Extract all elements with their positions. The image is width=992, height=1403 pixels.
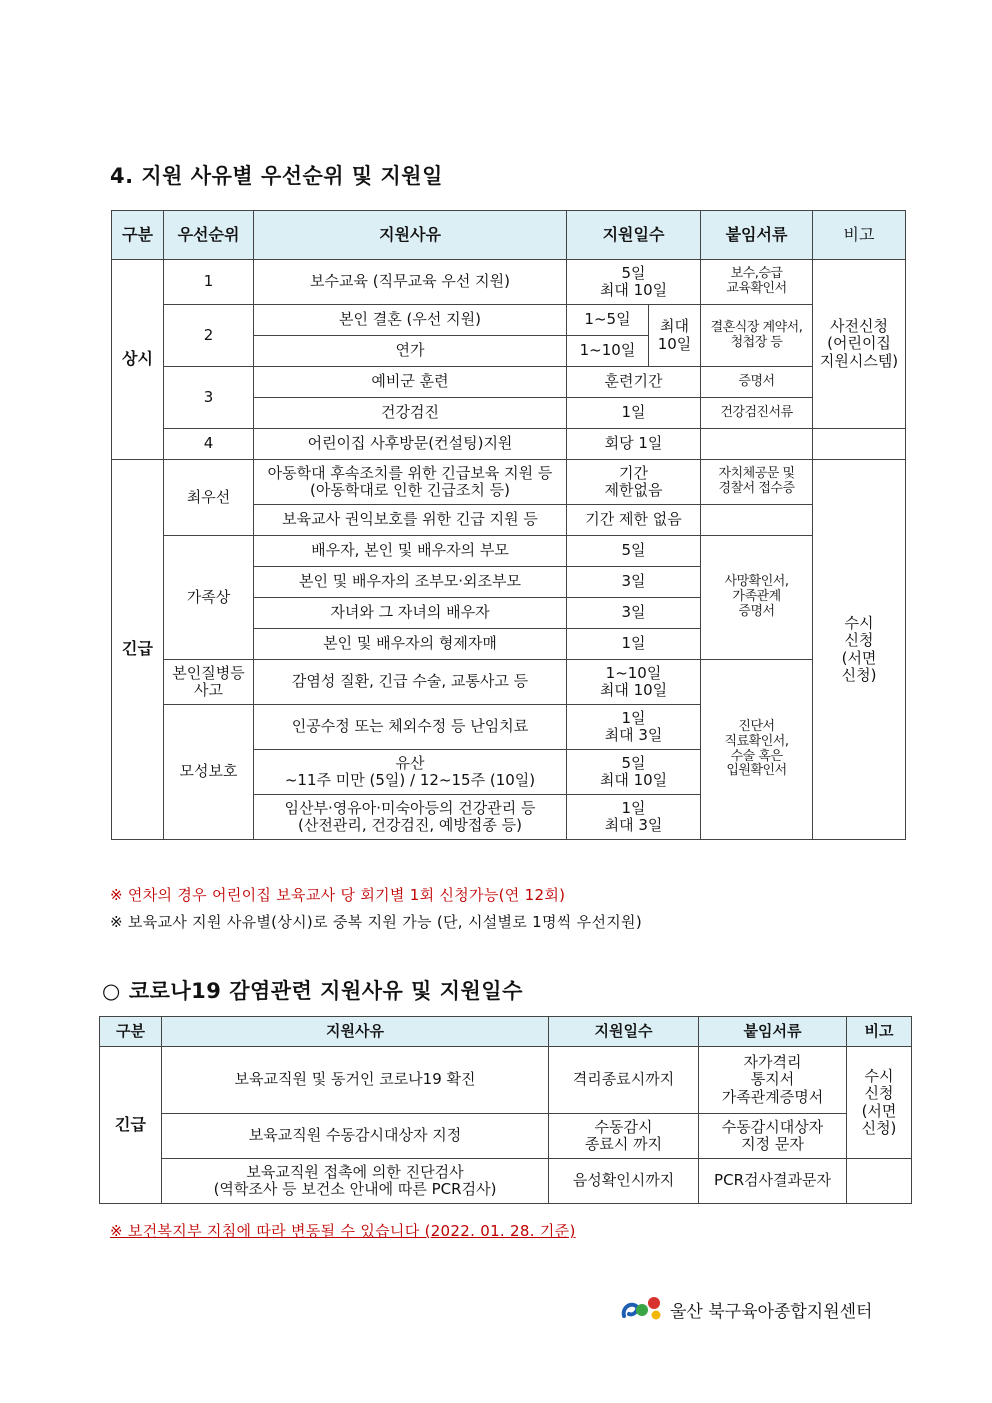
category-urgent: 긴급 [112,460,164,840]
docs-marriage: 결혼식장 계약서, 청첩장 등 [701,305,813,367]
covid-header-note: 비고 [847,1017,912,1047]
days-illness: 1~10일 최대 10일 [567,660,701,705]
covid-category-urgent: 긴급 [100,1047,162,1204]
reason-infertility: 인공수정 또는 체외수정 등 난임치료 [254,705,567,750]
priority-table [111,210,906,840]
covid-note: 수시 신청 (서면 신청) [847,1047,912,1159]
covid-header-category: 구분 [100,1017,162,1047]
reason-consulting: 어린이집 사후방문(컨설팅)지원 [254,429,567,460]
priority-family: 가족상 [164,536,254,660]
note-sangsi: 사전신청 (어린이집 지원시스템) [813,260,906,429]
reason-teacher-rights: 보육교사 권익보호를 위한 긴급 지원 등 [254,505,567,536]
reason-family-2: 자녀와 그 자녀의 배우자 [254,598,567,629]
days-family-1: 3일 [567,567,701,598]
reason-training: 보수교육 (직무교육 우선 지원) [254,260,567,305]
reason-illness: 감염성 질환, 긴급 수술, 교통사고 등 [254,660,567,705]
priority-2: 2 [164,305,254,367]
days-family-3: 1일 [567,629,701,660]
docs-reserve-training: 증명서 [701,367,813,398]
days-consulting: 회당 1일 [567,429,701,460]
covid-reason-monitoring: 보육교직원 수동감시대상자 지정 [162,1114,549,1159]
priority-top: 최우선 [164,460,254,536]
covid-title: ○ 코로나19 감염관련 지원사유 및 지원일수 [102,979,523,1003]
circle-bullet: ○ [102,979,121,1003]
covid-note-pcr-empty [847,1159,912,1204]
reason-health-check: 건강검진 [254,398,567,429]
reason-family-1: 본인 및 배우자의 조부모·외조부모 [254,567,567,598]
note-annual-leave: ※ 연차의 경우 어린이집 보육교사 당 회기별 1회 신청가능(연 12회) [110,886,566,904]
header-days: 지원일수 [567,211,701,260]
days-health-care: 1일 최대 3일 [567,795,701,840]
section-title: 4. 지원 사유별 우선순위 및 지원일 [110,164,443,188]
reason-reserve-training: 예비군 훈련 [254,367,567,398]
footer-logo [620,1294,872,1324]
covid-days-confirmed: 격리종료시까지 [549,1047,699,1114]
days-max-10: 최대 10일 [649,305,701,367]
reason-family-3: 본인 및 배우자의 형제자매 [254,629,567,660]
header-reason: 지원사유 [254,211,567,260]
docs-training: 보수,승급 교육확인서 [701,260,813,305]
docs-health-check: 건강검진서류 [701,398,813,429]
covid-docs-monitoring: 수동감시대상자 지정 문자 [699,1114,847,1159]
note-urgent: 수시 신청 (서면 신청) [813,460,906,840]
header-priority: 우선순위 [164,211,254,260]
priority-maternity: 모성보호 [164,705,254,840]
days-child-abuse: 기간 제한없음 [567,460,701,505]
days-annual-leave: 1~10일 [567,336,649,367]
docs-teacher-rights-empty [701,505,813,536]
covid-days-monitoring: 수동감시 종료시 까지 [549,1114,699,1159]
covid-header-days: 지원일수 [549,1017,699,1047]
reason-health-care: 임산부·영유아·미숙아등의 건강관리 등 (산전관리, 건강검진, 예방접종 등) [254,795,567,840]
covid-docs-pcr: PCR검사결과문자 [699,1159,847,1204]
priority-illness: 본인질병등 사고 [164,660,254,705]
header-row [112,211,906,260]
center-logo-icon [620,1294,664,1324]
days-health-check: 1일 [567,398,701,429]
docs-family: 사망확인서, 가족관계 증명서 [701,536,813,660]
days-reserve-training: 훈련기간 [567,367,701,398]
category-sangsi: 상시 [112,260,164,460]
days-marriage: 1~5일 [567,305,649,336]
reason-child-abuse: 아동학대 후속조치를 위한 긴급보육 지원 등 (아동학대로 인한 긴급조치 등) [254,460,567,505]
priority-4: 4 [164,429,254,460]
days-family-2: 3일 [567,598,701,629]
docs-child-abuse: 자치체공문 및 경찰서 접수증 [701,460,813,505]
footer-org-name: 울산 북구육아종합지원센터 [670,1301,873,1322]
days-infertility: 1일 최대 3일 [567,705,701,750]
covid-header-reason: 지원사유 [162,1017,549,1047]
covid-reason-pcr: 보육교직원 접촉에 의한 진단검사 (역학조사 등 보건소 안내에 따른 PCR검사) [162,1159,549,1204]
reason-family-0: 배우자, 본인 및 배우자의 부모 [254,536,567,567]
header-category: 구분 [112,211,164,260]
covid-table [99,1016,912,1204]
covid-header-docs: 붙임서류 [699,1017,847,1047]
covid-days-pcr: 음성확인시까지 [549,1159,699,1204]
header-docs: 붙임서류 [701,211,813,260]
reason-annual-leave: 연가 [254,336,567,367]
covid-docs-confirmed: 자가격리 통지서 가족관계증명서 [699,1047,847,1114]
docs-consulting-empty [701,429,813,460]
days-teacher-rights: 기간 제한 없음 [567,505,701,536]
covid-header-row [100,1017,912,1047]
reason-miscarriage: 유산 ~11주 미만 (5일) / 12~15주 (10일) [254,750,567,795]
days-miscarriage: 5일 최대 10일 [567,750,701,795]
header-note: 비고 [813,211,906,260]
priority-3: 3 [164,367,254,429]
docs-medical: 진단서 직료확인서, 수술 혹은 입원확인서 [701,660,813,840]
note-consulting-empty [813,429,906,460]
source-note: ※ 보건복지부 지침에 따라 변동될 수 있습니다 (2022. 01. 28. 기준) [110,1222,576,1240]
note-duplicate: ※ 보육교사 지원 사유별(상시)로 중복 지원 가능 (단, 시설별로 1명씩 우선지원) [110,913,642,931]
days-training: 5일 최대 10일 [567,260,701,305]
reason-marriage: 본인 결혼 (우선 지원) [254,305,567,336]
days-family-0: 5일 [567,536,701,567]
priority-1: 1 [164,260,254,305]
covid-reason-confirmed: 보육교직원 및 동거인 코로나19 확진 [162,1047,549,1114]
